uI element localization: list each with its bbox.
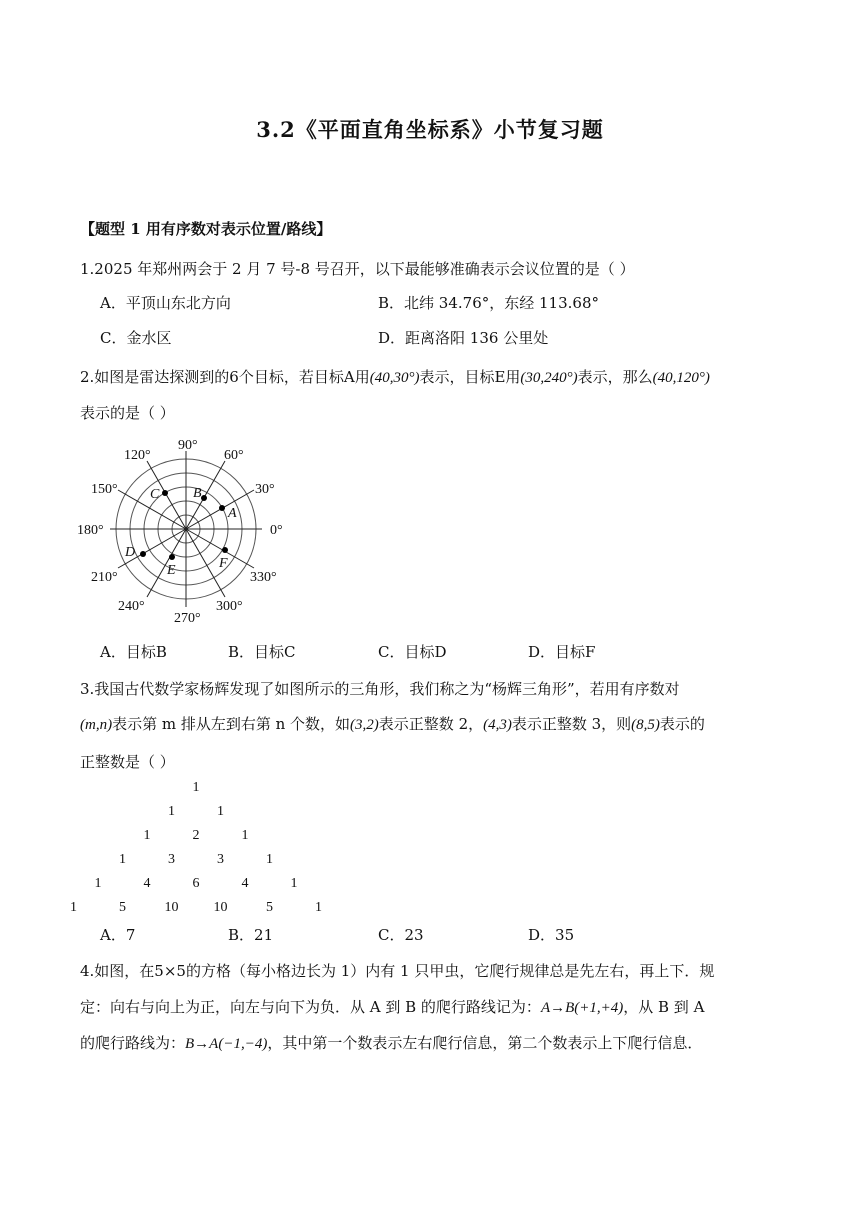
triangle-number: 2 xyxy=(192,828,200,843)
radar-label-270: 270° xyxy=(174,611,201,626)
q4-text-a: 定：向右与向上为正，向左与向下为负．从 A 到 B 的爬行路线记为： xyxy=(80,998,541,1016)
radar-point-f: F xyxy=(219,556,228,571)
q3-option-d: D．35 xyxy=(528,926,575,944)
radar-label-330: 330° xyxy=(250,570,277,585)
triangle-number: 5 xyxy=(266,900,273,915)
radar-label-180: 180° xyxy=(77,523,104,538)
q4-text-b: ，从 B 到 A xyxy=(623,998,705,1016)
q3-text-d: 表示的 xyxy=(659,715,705,733)
q1-option-d: D．距离洛阳 136 公里处 xyxy=(378,329,549,347)
page-title: 3.2《平面直角坐标系》小节复习题 xyxy=(256,117,604,142)
q2-stem-line1 xyxy=(80,366,710,387)
q4-math-2: B→A(−1,−4) xyxy=(185,1036,268,1052)
section-heading: 【题型 1 用有序数对表示位置/路线】 xyxy=(80,220,332,238)
q4-stem-line3 xyxy=(80,1032,702,1053)
q2-stem-line2: 表示的是（ ） xyxy=(80,404,175,422)
radar-label-90: 90° xyxy=(178,438,198,453)
triangle-number: 1 xyxy=(241,828,249,843)
q4-text-c: 的爬行路线为： xyxy=(80,1034,186,1052)
radar-label-60: 60° xyxy=(224,448,244,463)
triangle-number: 1 xyxy=(315,900,322,915)
triangle-number: 1 xyxy=(290,876,298,891)
triangle-number: 1 xyxy=(192,780,200,795)
radar-point-c: C xyxy=(150,487,160,502)
radar-point-a: A xyxy=(228,506,237,521)
radar-label-120: 120° xyxy=(124,448,151,463)
q3-text-a: 表示第 m 排从左到右第 n 个数，如 xyxy=(112,715,351,733)
triangle-number: 4 xyxy=(241,876,249,891)
triangle-number: 1 xyxy=(94,876,102,891)
triangle-number: 1 xyxy=(119,852,126,867)
q2-math-2: (30,240°) xyxy=(520,370,578,386)
q2-math-3: (40,120°) xyxy=(652,370,710,386)
triangle-number: 3 xyxy=(217,852,224,867)
q3-math-2: (3,2) xyxy=(350,717,379,733)
q3-stem-line1: 3.我国古代数学家杨辉发现了如图所示的三角形，我们称之为“杨辉三角形”，若用有序数对 xyxy=(80,680,680,698)
triangle-number: 1 xyxy=(266,852,273,867)
q2-option-c: C．目标D xyxy=(378,643,447,661)
q4-stem-line1: 4.如图，在5×5的方格（每小格边长为 1）内有 1 只甲虫，它爬行规律总是先左右，再上下．规 xyxy=(80,962,715,980)
q3-text-c: 表示正整数 3，则 xyxy=(511,715,632,733)
radar-label-240: 240° xyxy=(118,599,145,614)
radar-point-d: D xyxy=(125,545,136,560)
triangle-number: 3 xyxy=(168,852,175,867)
triangle-number: 5 xyxy=(119,900,126,915)
q1-option-c: C．金水区 xyxy=(100,329,172,347)
q2-option-b: B．目标C xyxy=(228,643,296,661)
q3-math-1: (m,n) xyxy=(80,717,113,733)
q2-text-a: 2.如图是雷达探测到的6个目标，若目标A用 xyxy=(80,368,370,386)
radar-point-b: B xyxy=(193,486,202,501)
q3-text-b: 表示正整数 2， xyxy=(378,715,484,733)
q4-text-d: ，其中第一个数表示左右爬行信息，第二个数表示上下爬行信息． xyxy=(267,1034,703,1052)
triangle-number: 10 xyxy=(164,900,179,915)
q3-math-4: (8,5) xyxy=(631,717,660,733)
triangle-number: 1 xyxy=(217,804,224,819)
q3-math-3: (4,3) xyxy=(483,717,512,733)
q1-option-a: A．平顶山东北方向 xyxy=(100,294,231,312)
q2-text-b: 表示，目标E用 xyxy=(419,368,521,386)
q2-math-1: (40,30°) xyxy=(369,370,420,386)
q2-text-c: 表示，那么 xyxy=(577,368,653,386)
q1-stem: 1.2025 年郑州两会于 2 月 7 号-8 号召开，以下最能够准确表示会议位置的是（ ） xyxy=(80,260,635,278)
triangle-number: 6 xyxy=(192,876,200,891)
q3-stem-line3: 正整数是（ ） xyxy=(80,753,175,771)
radar-point-e: E xyxy=(167,563,176,578)
triangle-number: 1 xyxy=(143,828,151,843)
q2-option-a: A．目标B xyxy=(100,643,167,661)
q4-math-1: A→B(+1,+4) xyxy=(540,1000,624,1016)
triangle-number: 1 xyxy=(168,804,175,819)
radar-label-0: 0° xyxy=(270,523,283,538)
radar-label-150: 150° xyxy=(91,482,118,497)
q3-option-b: B．21 xyxy=(228,926,274,944)
q3-stem-line2 xyxy=(80,713,705,734)
q4-stem-line2 xyxy=(80,996,704,1017)
q3-option-a: A．7 xyxy=(100,926,136,944)
radar-diagram xyxy=(70,430,300,630)
q3-option-c: C．23 xyxy=(378,926,424,944)
q2-option-d: D．目标F xyxy=(528,643,596,661)
triangle-number: 4 xyxy=(143,876,151,891)
triangle-number: 1 xyxy=(70,900,77,915)
radar-label-210: 210° xyxy=(91,570,118,585)
radar-label-30: 30° xyxy=(255,482,275,497)
q1-option-b: B．北纬 34.76°，东经 113.68° xyxy=(378,294,599,312)
triangle-number: 10 xyxy=(213,900,228,915)
radar-label-300: 300° xyxy=(216,599,243,614)
